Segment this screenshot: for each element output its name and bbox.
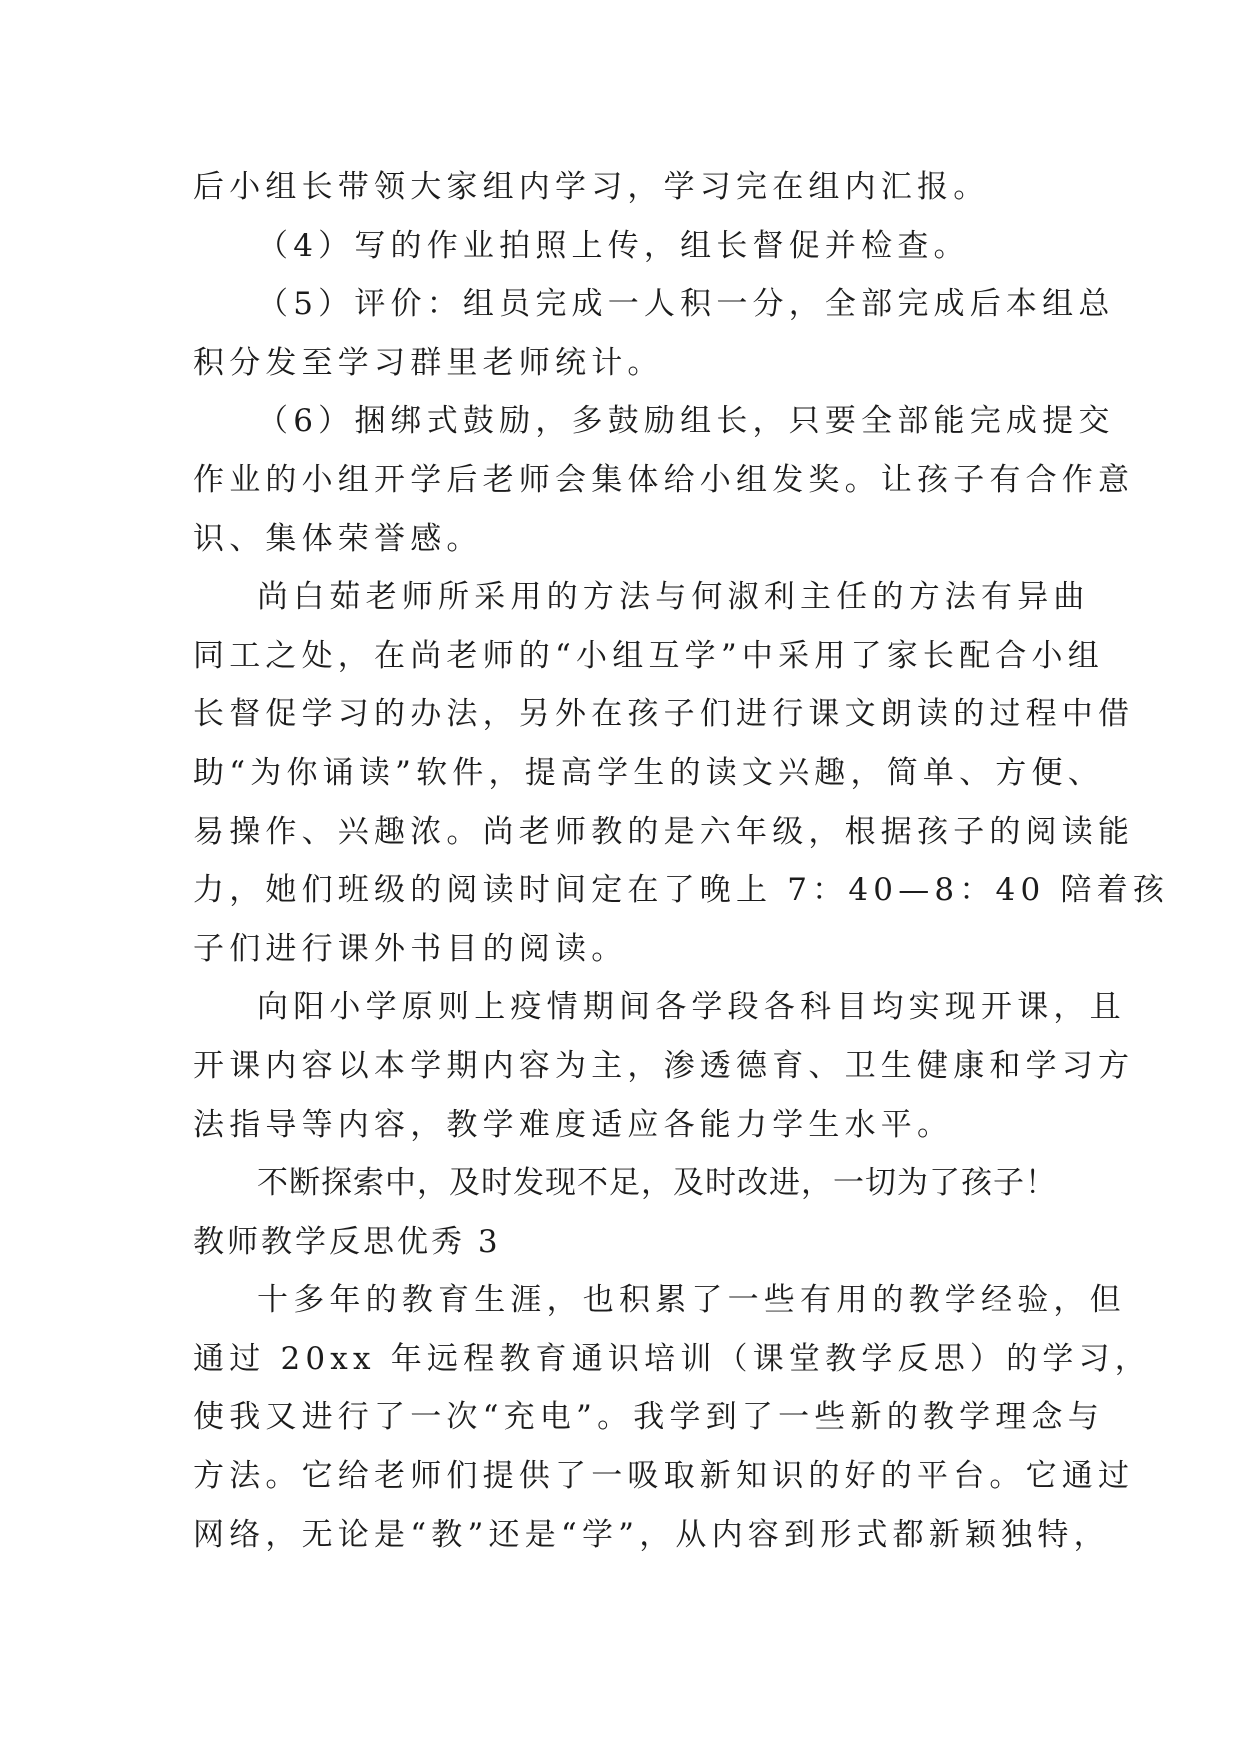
text-line: 力，她们班级的阅读时间定在了晚上 7：40—8：40 陪着孩 xyxy=(193,872,1170,909)
text-line: 通过 20xx 年远程教育通识培训（课堂教学反思）的学习， xyxy=(193,1340,1151,1377)
text-line: （4）写的作业拍照上传，组长督促并检查。 xyxy=(257,227,970,264)
text-line: （5）评价：组员完成一人积一分，全部完成后本组总 xyxy=(257,286,1115,323)
text-line: 后小组长带领大家组内学习，学习完在组内汇报。 xyxy=(193,169,990,205)
text-line: 使我又进行了一次“充电”。我学到了一些新的教学理念与 xyxy=(193,1399,1104,1436)
text-line: 同工之处，在尚老师的“小组互学”中采用了家长配合小组 xyxy=(193,637,1104,674)
text-line: 法指导等内容，教学难度适应各能力学生水平。 xyxy=(193,1106,954,1143)
text-line: 长督促学习的办法，另外在孩子们进行课文朗读的过程中借 xyxy=(193,696,1135,733)
text-line: 识、集体荣誉感。 xyxy=(193,520,483,557)
text-line: 作业的小组开学后老师会集体给小组发奖。让孩子有合作意 xyxy=(193,461,1135,498)
text-line: 子们进行课外书目的阅读。 xyxy=(193,930,628,967)
text-line: 方法。它给老师们提供了一吸取新知识的好的平台。它通过 xyxy=(193,1458,1135,1495)
text-line: 不断探索中，及时发现不足，及时改进，一切为了孩子！ xyxy=(257,1165,1057,1202)
text-line: （6）捆绑式鼓励，多鼓励组长，只要全部能完成提交 xyxy=(257,403,1115,440)
text-line: 十多年的教育生涯，也积累了一些有用的教学经验，但 xyxy=(257,1282,1126,1319)
text-line: 助“为你诵读”软件，提高学生的读文兴趣，简单、方便、 xyxy=(193,754,1104,791)
body-text xyxy=(193,158,1170,1564)
text-line: 开课内容以本学期内容为主，渗透德育、卫生健康和学习方 xyxy=(193,1047,1135,1084)
text-line: 积分发至学习群里老师统计。 xyxy=(193,344,664,381)
text-line: 尚白茹老师所采用的方法与何淑利主任的方法有异曲 xyxy=(257,579,1090,616)
text-line: 向阳小学原则上疫情期间各学段各科目均实现开课，且 xyxy=(257,989,1126,1026)
text-line: 易操作、兴趣浓。尚老师教的是六年级，根据孩子的阅读能 xyxy=(193,813,1135,850)
section-heading: 教师教学反思优秀 3 xyxy=(193,1223,501,1260)
text-line: 网络，无论是“教”还是“学”，从内容到形式都新颖独特， xyxy=(193,1516,1110,1553)
